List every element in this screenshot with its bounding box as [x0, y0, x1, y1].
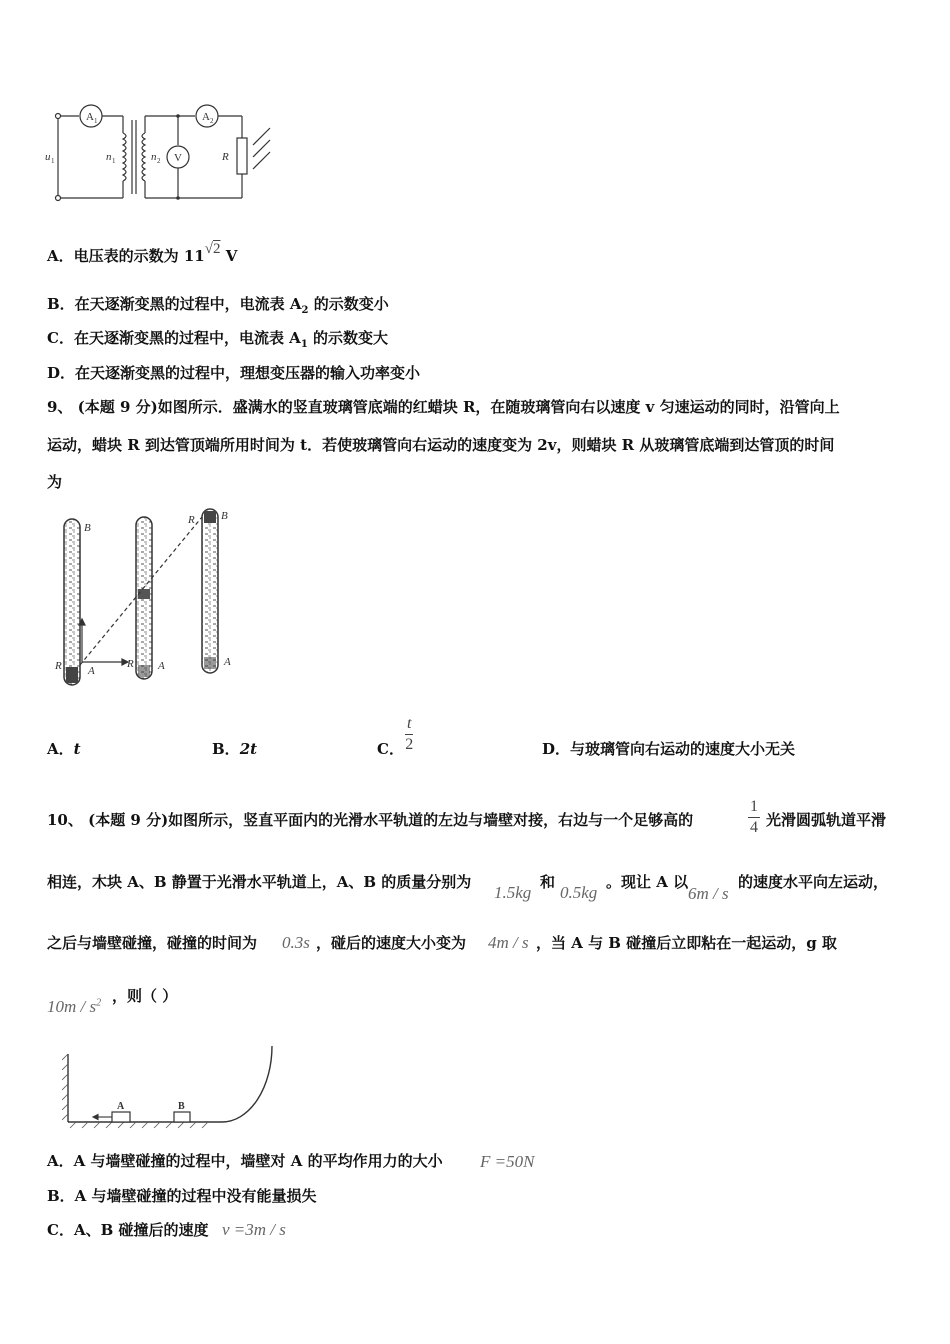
ammeter-a1-label: A [86, 111, 94, 123]
mass-b: 0.5kg [560, 883, 598, 902]
q10-stem-line3-c: ，当 A 与 B 碰撞后立即粘在一起运动，g 取 [536, 934, 837, 952]
q10-option-c-math: v =3m / s [222, 1220, 286, 1239]
q9-option-c: C． [377, 740, 404, 758]
q10-stem-line2: 相连，木块 A、B 静置于光滑水平轨道上，A、B 的质量分别为 [47, 873, 472, 891]
q9-stem-line3: 为 [47, 473, 63, 491]
svg-text:A: A [117, 1101, 125, 1112]
svg-text:R: R [55, 660, 62, 672]
svg-text:B: B [178, 1101, 185, 1112]
q8-option-b: B．在天逐渐变黑的过程中，电流表 $A_2$ 的示数变小 [47, 295, 389, 316]
svg-text:1: 1 [51, 157, 55, 165]
q10-option-c: C．A、B 碰撞后的速度 [47, 1221, 209, 1239]
q8-option-a: A．电压表的示数为 11√2 V [47, 241, 238, 265]
q8-option-d: D．在天逐渐变黑的过程中，理想变压器的输入功率变小 [47, 364, 421, 382]
q9-option-b: B．2t [212, 740, 258, 758]
q10-option-a-math: F =50N [480, 1152, 535, 1171]
q10-stem-line1-end: 光滑圆弧轨道平滑 [766, 811, 887, 829]
svg-text:B: B [84, 522, 91, 534]
svg-text:B: B [221, 510, 228, 522]
glass-tube-figure [52, 507, 252, 687]
svg-text:A: A [158, 660, 165, 672]
track-figure [62, 1042, 282, 1132]
voltmeter-label: V [174, 152, 182, 164]
svg-text:2: 2 [157, 157, 161, 165]
svg-text:1: 1 [94, 117, 98, 125]
q10-stem-line3-b: ，碰后的速度大小变为 [316, 934, 467, 952]
q10-and: 和 [540, 873, 556, 891]
transformer-circuit-figure [45, 98, 275, 208]
q10-stem-line3: 之后与墙壁碰撞，碰撞的时间为 [47, 934, 258, 952]
svg-text:n: n [106, 151, 112, 163]
q9-option-d: D．与玻璃管向右运动的速度大小无关 [542, 740, 796, 758]
svg-text:2: 2 [210, 117, 214, 125]
q10-stem-line4: ，则（ ） [112, 987, 178, 1005]
resistor-label: R [222, 151, 229, 163]
svg-text:u: u [45, 151, 51, 163]
gravity-value: $10m / s^2$ [47, 997, 102, 1016]
initial-velocity: 6m / s [688, 884, 729, 903]
q10-quarter-fraction: $\frac{1}{4}$ [750, 798, 758, 836]
svg-text:A: A [224, 656, 231, 668]
svg-text:n: n [151, 151, 157, 163]
q10-stem-line2-c: 的速度水平向左运动， [738, 873, 889, 891]
q9-option-c-fraction: $\frac{t}{2}$ [405, 715, 414, 753]
svg-text:R: R [127, 658, 134, 670]
ammeter-a2-label: A [202, 111, 210, 123]
q10-stem-line2-b: 。现让 A 以 [606, 873, 689, 891]
rebound-velocity: 4m / s [488, 933, 529, 952]
q9-stem-line1: 9、 (本题 9 分)如图所示．盛满水的竖直玻璃管底端的红蜡块 R，在随玻璃管向右以速度 v 匀速运动的同时，沿管向上 [47, 398, 840, 416]
q8-option-c: C．在天逐渐变黑的过程中，电流表 $A_1$ 的示数变大 [47, 329, 389, 350]
svg-text:R: R [188, 514, 195, 526]
q10-stem-line1: 10、 (本题 9 分)如图所示，竖直平面内的光滑水平轨道的左边与墙壁对接，右边与一个足够高的 [47, 811, 694, 829]
q9-stem-line2: 运动，蜡块 R 到达管顶端所用时间为 t．若使玻璃管向右运动的速度变为 2v，则蜡块 R 从玻璃管底端到达管顶的时间 [47, 436, 835, 454]
q9-option-a: A．t [47, 740, 81, 758]
q10-option-a: A．A 与墙壁碰撞的过程中，墙壁对 A 的平均作用力的大小 [47, 1152, 443, 1170]
collision-time: 0.3s [282, 933, 310, 952]
mass-a: 1.5kg [494, 883, 532, 902]
q10-option-b: B．A 与墙壁碰撞的过程中没有能量损失 [47, 1187, 317, 1205]
svg-text:A: A [88, 665, 95, 677]
svg-text:1: 1 [112, 157, 116, 165]
